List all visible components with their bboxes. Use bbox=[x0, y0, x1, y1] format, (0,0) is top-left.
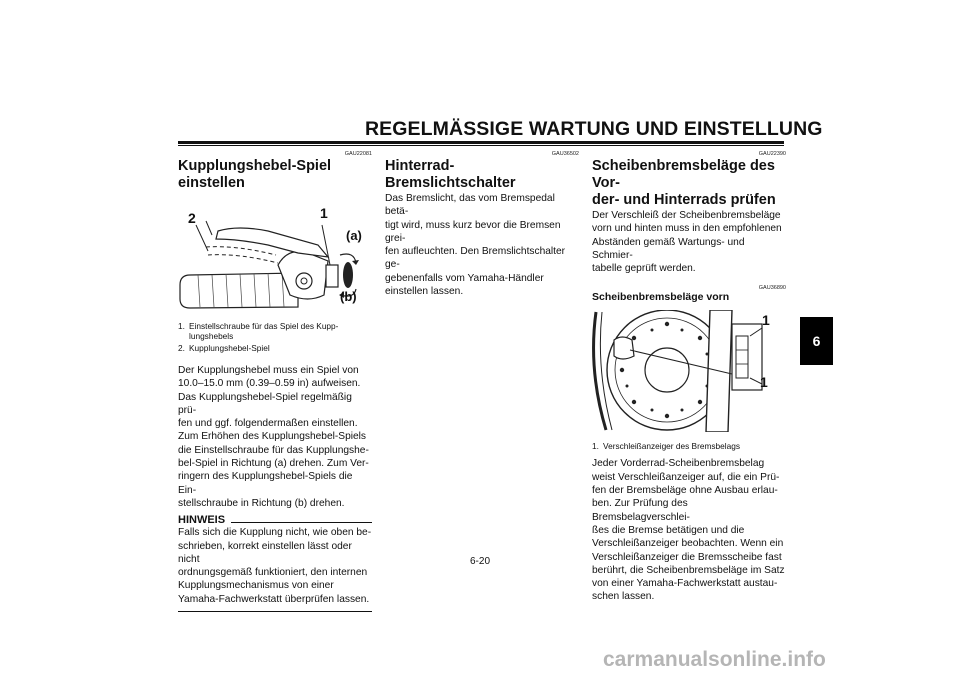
figure-caption bbox=[592, 441, 786, 451]
section-code: GAU36502 bbox=[551, 151, 579, 157]
note-bottom-rule bbox=[178, 611, 372, 612]
caption-text: Kupplungshebel-Spiel bbox=[189, 343, 270, 353]
figure-label-bottom: 1 bbox=[760, 374, 768, 391]
body-line: Verschleißanzeiger die Bremsscheibe fast bbox=[592, 551, 782, 563]
body-line: 10.0–15.0 mm (0.39–0.59 in) aufweisen. bbox=[178, 378, 361, 390]
note-line: ordnungsgemäß funktioniert, den internen bbox=[178, 567, 368, 579]
section-code: GAU22081 bbox=[344, 151, 372, 157]
body-line: Verschleißanzeiger beobachten. Wenn ein bbox=[592, 538, 784, 550]
figure-label-a: (a) bbox=[346, 228, 362, 243]
body-line: berührt, die Scheibenbremsbeläge im Satz bbox=[592, 564, 785, 576]
caption-text: Einstellschraube für das Spiel des Kupp- lungshebels bbox=[189, 321, 339, 341]
body-line: tigt wird, muss kurz bevor die Bremsen grei- bbox=[385, 219, 561, 244]
body-line: bel-Spiel in Richtung (a) drehen. Zum Ver- bbox=[178, 458, 369, 470]
body-line: fen und ggf. folgendermaßen einstellen. bbox=[178, 418, 358, 430]
watermark-link[interactable]: carmanualsonline.info bbox=[603, 648, 826, 671]
body-line: stellschraube in Richtung (b) drehen. bbox=[178, 497, 345, 509]
figure-label-2: 2 bbox=[188, 210, 196, 226]
caption-number: 1. bbox=[178, 321, 185, 331]
figure-label-b: (b) bbox=[340, 289, 357, 304]
page-number: 6-20 bbox=[470, 556, 491, 567]
body-line: vorn und hinten muss in den empfohlenen bbox=[592, 223, 782, 235]
caption-item bbox=[178, 343, 372, 353]
right-column bbox=[592, 151, 786, 604]
body-line: Zum Erhöhen des Kupplungshebel-Spiels bbox=[178, 431, 367, 443]
body-text bbox=[178, 364, 372, 510]
body-text bbox=[385, 192, 579, 298]
figure-label-top: 1 bbox=[762, 312, 770, 329]
section-code: GAU22390 bbox=[758, 151, 786, 157]
brake-disc-illustration bbox=[592, 310, 786, 432]
body-line: ben. Zur Prüfung des Bremsbelagverschlei- bbox=[592, 498, 690, 523]
section-heading: Hinterrad-Bremslichtschalter bbox=[385, 158, 516, 191]
note-line: schrieben, korrekt einstellen lässt oder nicht bbox=[178, 540, 352, 565]
body-line: fen der Bremsbeläge ohne Ausbau erlau- bbox=[592, 485, 778, 497]
note-rule bbox=[231, 522, 372, 523]
page-title: REGELMÄSSIGE WARTUNG UND EINSTELLUNG bbox=[365, 118, 823, 140]
intro-text bbox=[592, 209, 786, 275]
middle-column bbox=[385, 151, 579, 298]
note-line: Falls sich die Kupplung nicht, wie oben be- bbox=[178, 527, 372, 539]
figure-label-1: 1 bbox=[320, 205, 328, 221]
title-rule-thin bbox=[178, 145, 784, 146]
subsection-code: GAU36890 bbox=[758, 285, 786, 292]
body-line: Der Kupplungshebel muss ein Spiel von bbox=[178, 365, 359, 376]
body-line: ßes die Bremse betätigen und die bbox=[592, 524, 745, 536]
body-line: fen aufleuchten. Den Bremslichtschalter ge- bbox=[385, 246, 566, 271]
heading-line: Scheibenbremsbeläge des Vor- bbox=[592, 158, 775, 191]
note-line: Kupplungsmechanismus von einer bbox=[178, 580, 334, 592]
caption-number: 2. bbox=[178, 343, 185, 353]
title-rule bbox=[178, 141, 784, 144]
section-heading: Kupplungshebel-Spiel einstellen bbox=[178, 158, 332, 191]
clutch-lever-figure bbox=[178, 195, 372, 313]
body-line: gebenenfalls vom Yamaha-Händler bbox=[385, 272, 544, 284]
caption-number: 1. bbox=[592, 441, 599, 452]
note-heading: HINWEIS bbox=[178, 514, 226, 527]
body-line: von einer Yamaha-Fachwerkstatt austau- bbox=[592, 578, 778, 590]
chapter-tab: 6 bbox=[800, 317, 833, 365]
body-line: ringern des Kupplungshebel-Spiels die Ein- bbox=[178, 471, 353, 496]
subsection-heading: Scheibenbremsbeläge vorn bbox=[592, 291, 730, 304]
body-line: tabelle geprüft werden. bbox=[592, 263, 696, 275]
section-heading bbox=[592, 158, 786, 209]
note-box bbox=[178, 514, 372, 612]
body-line: die Einstellschraube für das Kupplungshe- bbox=[178, 444, 369, 456]
body-line: schen lassen. bbox=[592, 591, 655, 603]
body-text bbox=[592, 457, 786, 603]
body-line: einstellen lassen. bbox=[385, 286, 464, 298]
figure-captions bbox=[178, 321, 372, 353]
caption-text: Verschleißanzeiger des Bremsbelags bbox=[603, 441, 740, 452]
note-line: Yamaha-Fachwerkstatt überprüfen lassen. bbox=[178, 593, 370, 605]
caption-item bbox=[178, 321, 372, 341]
heading-line: der- und Hinterrads prüfen bbox=[592, 192, 776, 208]
body-line: Das Bremslicht, das vom Bremspedal betä- bbox=[385, 193, 555, 218]
body-line: Der Verschleiß der Scheibenbremsbeläge bbox=[592, 210, 781, 221]
body-line: Jeder Vorderrad-Scheibenbremsbelag bbox=[592, 458, 765, 470]
body-line: weist Verschleißanzeiger auf, die ein Prü- bbox=[592, 471, 780, 483]
body-line: Abständen gemäß Wartungs- und Schmier- bbox=[592, 236, 745, 261]
body-line: Das Kupplungshebel-Spiel regelmäßig prü- bbox=[178, 391, 352, 416]
brake-pad-figure bbox=[592, 310, 786, 432]
left-column bbox=[178, 151, 372, 612]
